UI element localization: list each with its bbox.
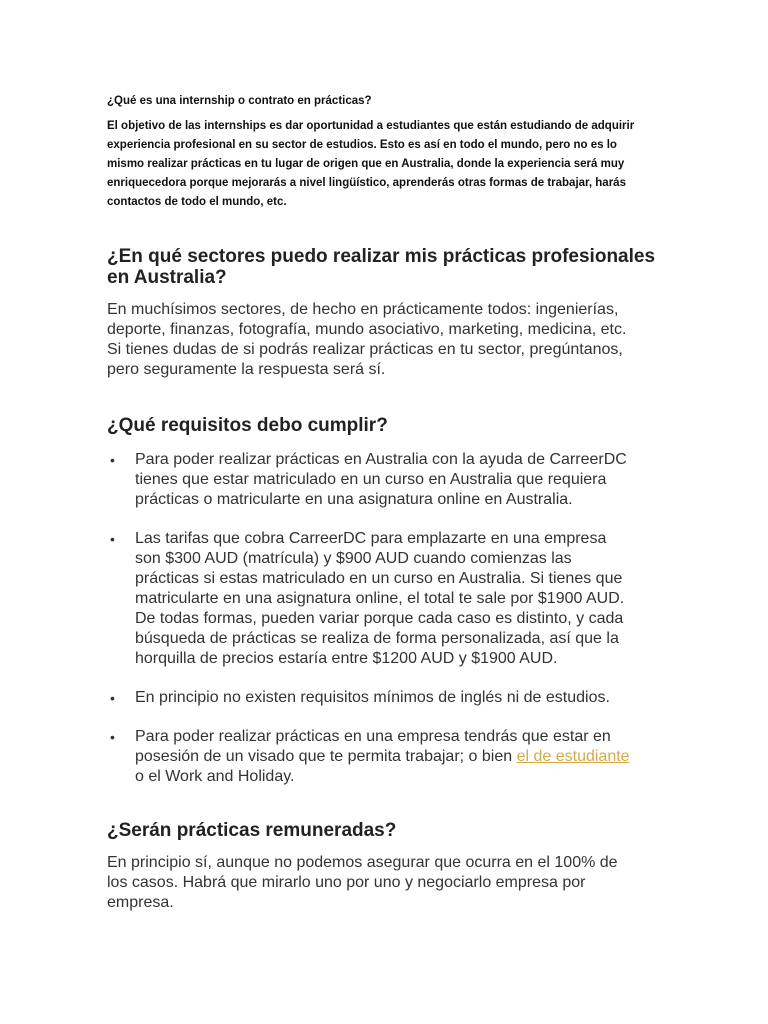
sectors-line: pero seguramente la respuesta será sí. (107, 361, 386, 378)
requirement-line: prácticas si estas matriculado en un curso en Australia. Si tienes que (135, 570, 623, 587)
requirement-line: búsqueda de prácticas se realiza de forma personalizada, así que la (135, 630, 619, 647)
sectors-heading (107, 246, 667, 288)
student-visa-link[interactable]: el de estudiante (516, 748, 630, 765)
requirement-line: matricularte en una asignatura online, el total te sale por $1900 AUD. (135, 590, 625, 607)
requirement-line: tienes que estar matriculado en un curso en Australia que requiera (135, 471, 607, 488)
intro-line: enriquecedora porque mejorarás a nivel lingüístico, aprenderás otras formas de trabajar, harás (107, 177, 626, 189)
intro-line: mismo realizar prácticas en tu lugar de origen que en Australia, donde la experiencia será muy (107, 158, 625, 170)
requirement-line: En principio no existen requisitos mínimos de inglés ni de estudios. (135, 689, 610, 706)
bullet-icon: • (110, 690, 115, 706)
sectors-heading-line: en Australia? (107, 267, 227, 288)
sectors-line: Si tienes dudas de si podrás realizar prácticas en tu sector, pregúntanos, (107, 341, 623, 358)
requirement-line: prácticas o matricularte en una asignatura online en Australia. (135, 491, 573, 508)
paid-line: empresa. (107, 894, 174, 911)
bullet-icon: • (110, 729, 115, 745)
bullet-icon: • (110, 531, 115, 547)
intro-line: experiencia profesional en su sector de estudios. Esto es así en todo el mundo, pero no es lo (107, 139, 617, 151)
intro-line: contactos de todo el mundo, etc. (107, 196, 287, 208)
sectors-line: deporte, finanzas, fotografía, mundo asociativo, marketing, medicina, etc. (107, 321, 627, 338)
requirements-heading: ¿Qué requisitos debo cumplir? (107, 415, 388, 436)
requirement-line: son $300 AUD (matrícula) y $900 AUD cuando comienzas las (135, 550, 572, 567)
requirement-line: o el Work and Holiday. (135, 768, 295, 785)
sectors-paragraph (107, 300, 667, 380)
paid-line: los casos. Habrá que mirarlo uno por uno y negociarlo empresa por (107, 874, 586, 891)
requirement-line: De todas formas, pueden variar porque cada caso es distinto, y cada (135, 610, 624, 627)
intro-line: El objetivo de las internships es dar oportunidad a estudiantes que están estudiando de adquirir (107, 120, 635, 132)
document-page (107, 92, 667, 913)
bullet-icon: • (110, 452, 115, 468)
requirement-item (107, 727, 667, 787)
requirement-item (107, 529, 667, 669)
requirement-item (107, 450, 667, 510)
sectors-line: En muchísimos sectores, de hecho en prácticamente todos: ingenierías, (107, 301, 619, 318)
requirement-line: Para poder realizar prácticas en Australia con la ayuda de CarreerDC (135, 451, 627, 468)
paid-line: En principio sí, aunque no podemos asegurar que ocurra en el 100% de (107, 854, 618, 871)
intro-question: ¿Qué es una internship o contrato en prácticas? (107, 95, 372, 107)
requirement-line: posesión de un visado que te permita trabajar; o bien (135, 748, 517, 765)
requirement-line: Para poder realizar prácticas en una empresa tendrás que estar en (135, 728, 611, 745)
sectors-heading-line: ¿En qué sectores puedo realizar mis prácticas profesionales (107, 246, 656, 267)
intro-paragraph (107, 117, 667, 212)
paid-paragraph (107, 853, 667, 913)
requirements-list (107, 450, 667, 787)
paid-heading: ¿Serán prácticas remuneradas? (107, 820, 397, 841)
requirement-line: Las tarifas que cobra CarreerDC para emplazarte en una empresa (135, 530, 607, 547)
requirement-item (107, 688, 667, 708)
requirement-line: horquilla de precios estaría entre $1200 AUD y $1900 AUD. (135, 650, 558, 667)
